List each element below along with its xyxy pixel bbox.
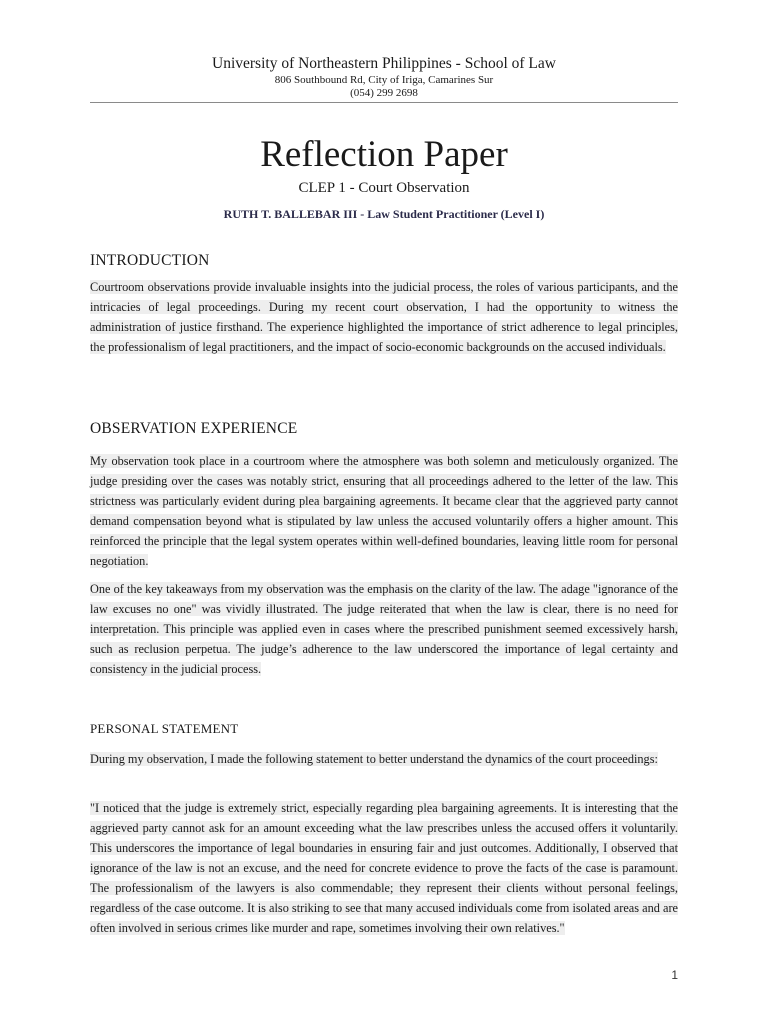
document-title: Reflection Paper	[260, 134, 508, 175]
letterhead	[90, 54, 678, 100]
author-line	[0, 206, 768, 222]
observation-paragraph-1	[90, 451, 678, 571]
observation-text-1: My observation took place in a courtroom where the atmosphere was both solemn and meticulously organized. The judge presiding over the cases was notably strict, ensuring that all proceedings adhered to the letter of the law. This strictness was particularly evident during plea bargaining agreements. It became clear that the aggrieved party cannot demand compensation beyond what is stipulated by law unless the accused voluntarily offers a higher amount. This reinforced the principle that the legal system operates within well-defined boundaries, leaving little room for personal negotiation.	[90, 454, 678, 568]
page-number: 1	[671, 968, 678, 982]
personal-paragraph-2	[90, 798, 678, 938]
document-subtitle: CLEP 1 - Court Observation	[298, 180, 470, 196]
personal-paragraph-1	[90, 749, 678, 769]
introduction-text: Courtroom observations provide invaluable insights into the judicial process, the roles of various participants, and the intricacies of legal proceedings. During my recent court observation, I had the opportunity to witness the administration of justice firsthand. The experience highlighted the importance of strict adherence to legal principles, the professionalism of legal practitioners, and the impact of socio-economic backgrounds on the accused individuals.	[90, 280, 678, 354]
observation-heading: OBSERVATION EXPERIENCE	[90, 420, 298, 437]
personal-statement-heading: PERSONAL STATEMENT	[90, 721, 239, 736]
letterhead-divider	[90, 102, 678, 103]
observation-text-2: One of the key takeaways from my observation was the emphasis on the clarity of the law. The adage "ignorance of the law excuses no one" was vividly illustrated. The judge reiterated that when the law is clear, there is no need for interpretation. This principle was applied even in cases where the prescribed punishment seemed excessively harsh, such as reclusion perpetua. The judge’s adherence to the law underscored the importance of legal certainty and consistency in the judicial process.	[90, 582, 678, 676]
institution-phone: (054) 299 2698	[350, 87, 418, 99]
institution-address: 806 Southbound Rd, City of Iriga, Camarines Sur	[274, 74, 494, 86]
introduction-heading: INTRODUCTION	[90, 252, 210, 269]
author-name: RUTH T. BALLEBAR III	[223, 207, 358, 221]
author-role: - Law Student Practitioner (Level I)	[357, 207, 545, 221]
observation-paragraph-2	[90, 579, 678, 679]
personal-text-2: "I noticed that the judge is extremely strict, especially regarding plea bargaining agreements. It is interesting that the aggrieved party cannot ask for an amount exceeding what the law prescribes unless the accused offers it voluntarily. This underscores the importance of legal boundaries in ensuring fair and just outcomes. Additionally, I observed that ignorance of the law is not an excuse, and the need for concrete evidence to prove the facts of the case is paramount. The professionalism of the lawyers is also commendable; they represent their clients without personal feelings, regardless of the case outcome. It is also striking to see that many accused individuals come from isolated areas and are often involved in serious crimes like murder and rape, sometimes involving their own relatives."	[90, 801, 678, 935]
institution-name: University of Northeastern Philippines - School of Law	[212, 55, 556, 72]
introduction-paragraph	[90, 277, 678, 357]
personal-text-1: During my observation, I made the following statement to better understand the dynamics of the court proceedings:	[90, 752, 658, 766]
